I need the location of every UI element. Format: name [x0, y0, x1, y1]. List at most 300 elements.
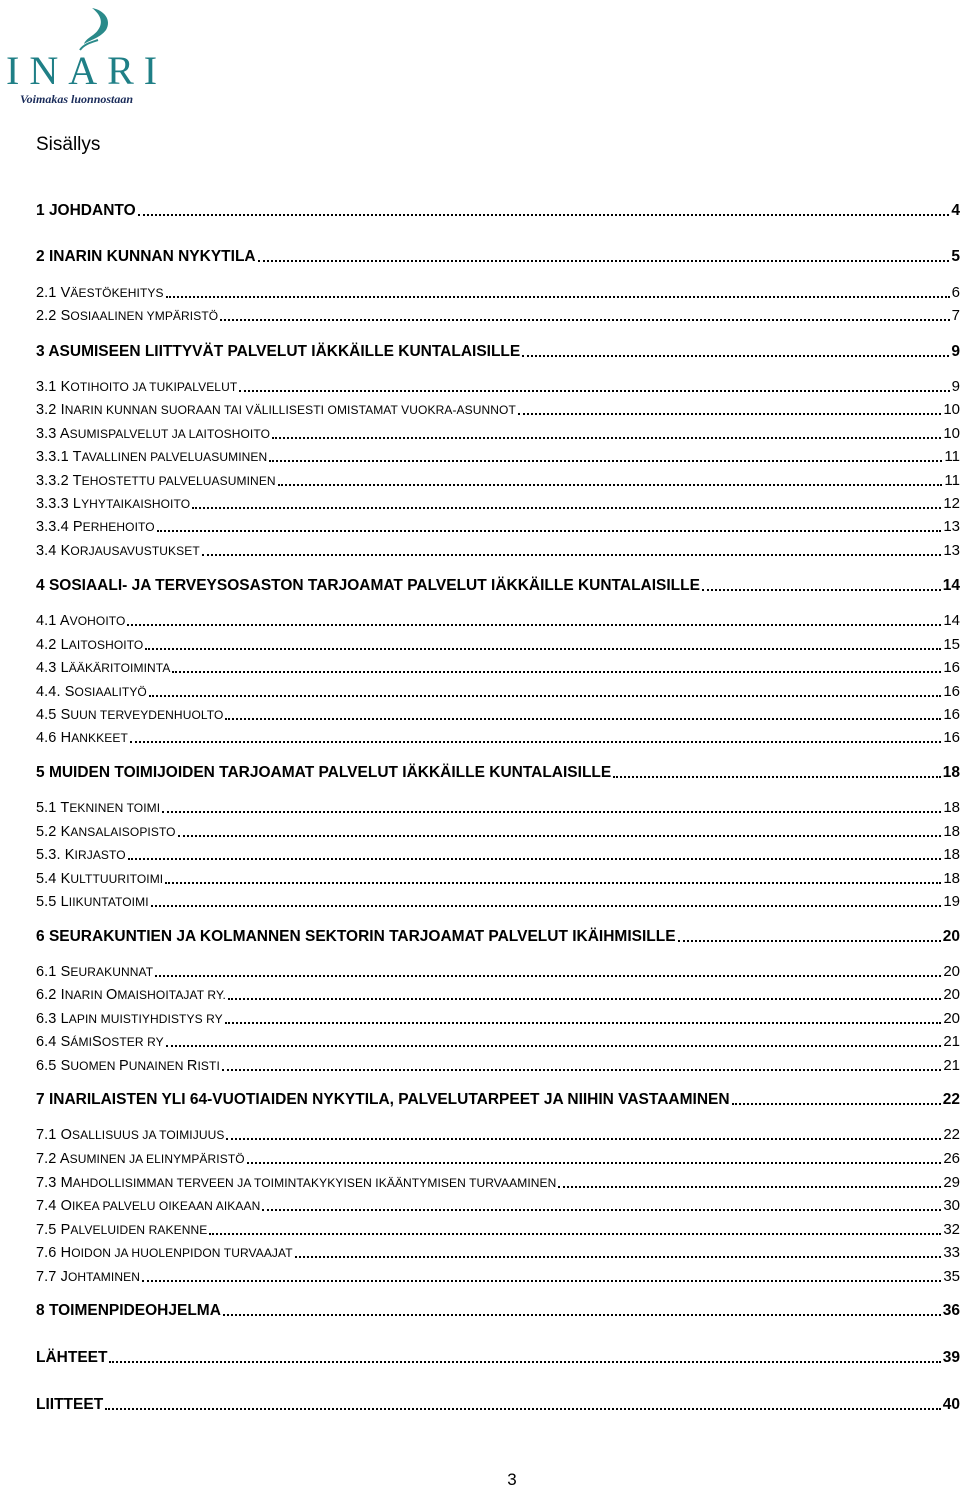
page-number: 3: [507, 1470, 517, 1489]
toc-entry-number: 4.4.: [36, 684, 61, 700]
toc-entry-title: [36, 472, 276, 490]
toc-entry-page: 16: [943, 683, 960, 700]
toc-entry-page: 36: [942, 1302, 960, 1319]
toc-entry-page: 14: [942, 577, 960, 594]
toc-entry-initial: O: [60, 1127, 72, 1143]
toc-entry-number: 5.1: [36, 800, 57, 816]
toc-entry-smallcaps: SUMISPALVELUT JA LAITOSHOITO: [69, 427, 271, 441]
toc-entry-page: 14: [943, 612, 960, 629]
toc-entry-title: [36, 799, 160, 817]
toc-entry-initial: K: [60, 871, 71, 887]
toc-entry-page: 39: [942, 1349, 960, 1366]
toc-entry-initial: T: [72, 449, 82, 465]
dot-leader: [166, 295, 950, 298]
toc-entry[interactable]: [36, 612, 960, 630]
toc-entry[interactable]: [36, 870, 960, 888]
toc-entry-title: [36, 307, 218, 325]
dot-leader: [732, 1102, 941, 1105]
toc-entry-initial: T: [60, 800, 70, 816]
toc-entry-number: 6.2: [36, 987, 57, 1003]
toc-entry-title: [36, 823, 176, 841]
toc-entry[interactable]: [36, 577, 960, 595]
toc-entry-title: [36, 1197, 260, 1215]
toc-entry-initial: R: [186, 1058, 198, 1074]
toc-entry-number: 8: [36, 1302, 45, 1319]
toc-entry-page: 18: [943, 846, 960, 863]
toc-entry-smallcaps: NARIN: [64, 988, 107, 1002]
toc-entry-page: 22: [942, 1091, 960, 1108]
toc-entry-initial: A: [59, 426, 70, 442]
toc-entry[interactable]: [36, 1091, 960, 1109]
toc-entry-text: JOHDANTO: [48, 202, 136, 219]
toc-entry-title: [36, 870, 163, 888]
toc-entry-number: 5.3.: [36, 847, 61, 863]
toc-entry[interactable]: [36, 202, 960, 220]
toc-entry-title: [36, 683, 147, 701]
toc-entry-smallcaps: ÄÄKÄRITOIMINTA: [68, 661, 171, 675]
toc-entry-initial: P: [72, 519, 83, 535]
toc-entry-title: [36, 636, 143, 654]
toc-entry-smallcaps: VOHOITO: [69, 614, 126, 628]
dot-leader: [145, 647, 941, 650]
toc-entry-number: 4.2: [36, 637, 57, 653]
dot-leader: [225, 1021, 942, 1024]
toc-entry-page: 13: [943, 518, 960, 535]
toc-entry[interactable]: [36, 1197, 960, 1215]
dot-leader: [166, 1044, 942, 1047]
toc-entry-title: [36, 1221, 207, 1239]
toc-entry[interactable]: [36, 495, 960, 513]
toc-entry-smallcaps: ALVELUIDEN RAKENNE: [70, 1223, 208, 1237]
toc-entry-smallcaps: UUN TERVEYDENHUOLTO: [70, 708, 224, 722]
toc-entry[interactable]: [36, 846, 960, 864]
toc-entry-page: 18: [942, 764, 960, 781]
toc-entry-smallcaps: ERHEHOITO: [82, 520, 155, 534]
toc-entry-initial: K: [60, 543, 71, 559]
toc-entry-number: 4.1: [36, 613, 57, 629]
toc-entry-text: INARILAISTEN YLI 64-VUOTIAIDEN NYKYTILA, PALVELUTARPEET JA NIIHIN VASTAAMINEN: [48, 1091, 730, 1108]
toc-entry-number: 5: [36, 764, 45, 781]
logo-wordmark: INARI: [6, 48, 168, 93]
toc-entry-title: [36, 1126, 224, 1144]
toc-entry-page: 40: [942, 1396, 960, 1413]
toc-entry-text: ASUMISEEN LIITTYVÄT PALVELUT IÄKKÄILLE KUNTALAISILLE: [48, 343, 521, 360]
dot-leader: [130, 740, 941, 743]
toc-entry-page: 29: [943, 1174, 960, 1191]
toc-entry[interactable]: [36, 401, 960, 419]
toc-entry-page: 18: [943, 799, 960, 816]
toc-entry-initial: V: [60, 285, 71, 301]
toc-entry[interactable]: [36, 729, 960, 747]
toc-entry-initial: L: [60, 894, 69, 910]
toc-entry-smallcaps: AVALLINEN PALVELUASUMINEN: [81, 450, 268, 464]
toc-entry[interactable]: [36, 986, 960, 1004]
toc-entry-number: 1: [36, 202, 45, 219]
dot-leader: [172, 670, 941, 673]
toc-entry-number: 4.5: [36, 707, 57, 723]
dot-leader: [222, 1068, 941, 1071]
toc-entry-title: [36, 202, 136, 220]
toc-entry-initial: L: [60, 637, 69, 653]
toc-entry-initial: S: [60, 1058, 71, 1074]
toc-entry-number: 4.6: [36, 730, 57, 746]
toc-entry-title: [36, 729, 128, 747]
toc-entry-number: 3.3.2: [36, 473, 69, 489]
toc-entry-number: 3.3: [36, 426, 57, 442]
dot-leader: [157, 529, 942, 532]
toc-entry-smallcaps: ISTI: [197, 1059, 220, 1073]
toc-entry-smallcaps: UNAINEN: [128, 1059, 187, 1073]
dot-leader: [162, 810, 941, 813]
toc-entry-title: [36, 986, 226, 1004]
toc-entry-initial: J: [60, 1269, 68, 1285]
toc-entry[interactable]: [36, 706, 960, 724]
toc-entry-title: [36, 1091, 730, 1109]
dot-leader: [228, 997, 941, 1000]
toc-entry-smallcaps: OIDON JA HUOLENPIDON TURVAAJAT: [71, 1246, 293, 1260]
toc-entry-initial: O: [106, 987, 118, 1003]
toc-entry-page: 9: [951, 378, 960, 395]
toc-entry-number: 3: [36, 343, 45, 360]
toc-entry-smallcaps: OSIAALITYÖ: [74, 685, 147, 699]
toc-entry[interactable]: [36, 1174, 960, 1192]
toc-entry-smallcaps: APIN MUISTIYHDISTYS RY: [68, 1012, 223, 1026]
dot-leader: [262, 1208, 941, 1211]
toc-entry[interactable]: [36, 343, 960, 361]
toc-entry-number: 3.3.4: [36, 519, 69, 535]
toc-entry-number: 6.3: [36, 1011, 57, 1027]
dot-leader: [247, 1161, 942, 1164]
dot-leader: [258, 259, 950, 262]
toc-entry[interactable]: [36, 928, 960, 946]
dot-leader: [209, 1232, 941, 1235]
toc-entry-number: 3.3.3: [36, 496, 69, 512]
dot-leader: [128, 857, 942, 860]
toc-entry-page: 10: [943, 401, 960, 418]
toc-entry-page: 19: [943, 893, 960, 910]
toc-entry-initial: K: [60, 824, 71, 840]
dot-leader: [522, 354, 949, 357]
toc-entry-title: [36, 612, 125, 630]
toc-entry-initial: I: [60, 987, 65, 1003]
toc-entry-title: [36, 343, 520, 361]
toc-entry[interactable]: [36, 893, 960, 911]
toc-entry-initial: P: [119, 1058, 129, 1074]
toc-entry-page: 35: [943, 1268, 960, 1285]
toc-entry-number: 3.1: [36, 379, 57, 395]
toc-entry-number: 7.2: [36, 1151, 57, 1167]
dot-leader: [269, 459, 942, 462]
toc-entry-number: 3.2: [36, 402, 57, 418]
toc-entry-text: SOSIAALI- JA TERVEYSOSASTON TARJOAMAT PALVELUT IÄKKÄILLE KUNTALAISILLE: [48, 577, 700, 594]
toc-entry[interactable]: [36, 248, 960, 266]
toc-entry-title: [36, 1268, 140, 1286]
toc-entry-page: 7: [951, 307, 960, 324]
toc-entry-page: 22: [943, 1126, 960, 1143]
toc-entry[interactable]: [36, 1221, 960, 1239]
toc-heading: Sisällys: [36, 134, 101, 155]
toc-entry-smallcaps: MAISHOITAJAT RY.: [117, 988, 226, 1002]
toc-entry-title: [36, 1349, 107, 1367]
toc-entry-smallcaps: UOMEN: [70, 1059, 119, 1073]
toc-entry-number: 4.3: [36, 660, 57, 676]
toc-entry-title: [36, 542, 200, 560]
toc-entry-page: 26: [943, 1150, 960, 1167]
toc-entry[interactable]: [36, 1126, 960, 1144]
toc-entry-page: 32: [943, 1221, 960, 1238]
toc-entry-smallcaps: OHTAMINEN: [67, 1270, 140, 1284]
toc-entry-number: 3.4: [36, 543, 57, 559]
toc-entry-title: [36, 1302, 221, 1320]
toc-entry-smallcaps: EURAKUNNAT: [70, 965, 154, 979]
dot-leader: [239, 389, 949, 392]
toc-entry-smallcaps: EKNINEN TOIMI: [69, 801, 161, 815]
toc-entry-text: TOIMENPIDEOHJELMA: [48, 1302, 221, 1319]
toc-entry-page: 16: [943, 659, 960, 676]
toc-entry-number: 5.4: [36, 871, 57, 887]
toc-entry[interactable]: [36, 284, 960, 302]
toc-entry-page: 5: [951, 248, 960, 265]
toc-entry-title: [36, 963, 153, 981]
toc-entry-page: 4: [951, 202, 960, 219]
toc-entry[interactable]: [36, 1302, 960, 1320]
toc-entry-page: 16: [943, 729, 960, 746]
toc-entry-number: 6: [36, 928, 45, 945]
dot-leader: [278, 483, 943, 486]
toc-entry-title: [36, 378, 237, 396]
toc-entry-page: 18: [943, 823, 960, 840]
toc-entry-title: [36, 1033, 164, 1051]
toc-entry-initial: A: [59, 1151, 70, 1167]
toc-entry-page: 15: [943, 636, 960, 653]
toc-entry[interactable]: [36, 1057, 960, 1075]
toc-entry[interactable]: [36, 378, 960, 396]
toc-entry-initial: S: [60, 964, 71, 980]
toc-entry-page: 20: [943, 1010, 960, 1027]
dot-leader: [558, 1185, 941, 1188]
dot-leader: [678, 939, 941, 942]
toc-entry-smallcaps: IRJASTO: [74, 848, 126, 862]
toc-entry-number: 7.5: [36, 1222, 57, 1238]
toc-entry[interactable]: [36, 1244, 960, 1262]
toc-entry-initial: I: [60, 402, 65, 418]
toc-entry-smallcaps: SALLISUUS JA TOIMIJUUS: [72, 1128, 225, 1142]
toc-entry-page: 20: [943, 986, 960, 1003]
toc-entry-title: [36, 893, 149, 911]
toc-entry-initial: K: [64, 847, 75, 863]
toc-entry-title: [36, 1174, 556, 1192]
dot-leader: [127, 623, 941, 626]
toc-entry-page: 21: [943, 1057, 960, 1074]
toc-entry-page: 13: [943, 542, 960, 559]
toc-entry-title: [36, 577, 700, 595]
toc-entry-text: LIITTEET: [36, 1396, 104, 1413]
toc-entry-text: MUIDEN TOIMIJOIDEN TARJOAMAT PALVELUT IÄKKÄILLE KUNTALAISILLE: [48, 764, 612, 781]
toc-entry-number: 2: [36, 248, 45, 265]
toc-entry-title: [36, 401, 516, 419]
toc-entry-page: 12: [943, 495, 960, 512]
toc-entry-smallcaps: ORJAUSAVUSTUKSET: [70, 544, 200, 558]
toc-entry-number: 6.5: [36, 1058, 57, 1074]
dot-leader: [105, 1407, 941, 1410]
toc-entry-smallcaps: IIKUNTATOIMI: [68, 895, 149, 909]
toc-entry-initial: S: [60, 707, 71, 723]
toc-entry-smallcaps: EHOSTETTU PALVELUASUMINEN: [81, 474, 276, 488]
toc-entry-smallcaps: IKEA PALVELU OIKEAAN AIKAAN: [72, 1199, 261, 1213]
toc-entry-smallcaps: ÁMI: [70, 1035, 93, 1049]
toc-entry-smallcaps: ÄESTÖKEHITYS: [70, 286, 164, 300]
toc-entry-page: 9: [951, 343, 960, 360]
toc-entry[interactable]: [36, 1349, 960, 1367]
toc-entry-initial: T: [72, 473, 82, 489]
dot-leader: [223, 1313, 941, 1316]
dot-leader: [518, 412, 941, 415]
table-of-contents: [36, 0, 960, 1488]
toc-entry-number: 7.6: [36, 1245, 57, 1261]
toc-entry-smallcaps: ANKKEET: [71, 731, 128, 745]
toc-entry-initial: S: [60, 1034, 71, 1050]
toc-entry[interactable]: [36, 764, 960, 782]
toc-entry-text: SEURAKUNTIEN JA KOLMANNEN SEKTORIN TARJOAMAT PALVELUT IKÄIHMISILLE: [48, 928, 676, 945]
dot-leader: [178, 834, 942, 837]
toc-entry[interactable]: [36, 425, 960, 443]
toc-entry-title: [36, 1396, 103, 1414]
toc-entry[interactable]: [36, 1150, 960, 1168]
dot-leader: [226, 1137, 941, 1140]
dot-leader: [165, 881, 941, 884]
toc-entry-initial: H: [60, 1245, 72, 1261]
toc-entry[interactable]: [36, 1268, 960, 1286]
dot-leader: [149, 694, 941, 697]
toc-entry-page: 33: [943, 1244, 960, 1261]
toc-entry-number: 7.7: [36, 1269, 57, 1285]
toc-entry-title: [36, 495, 190, 513]
toc-entry-initial: O: [60, 1198, 72, 1214]
toc-entry[interactable]: [36, 1010, 960, 1028]
dot-leader: [225, 717, 941, 720]
toc-entry-title: [36, 1150, 245, 1168]
dot-leader: [155, 974, 941, 977]
toc-entry-number: 7.1: [36, 1127, 57, 1143]
dot-leader: [109, 1360, 940, 1363]
toc-entry-number: 4: [36, 577, 45, 594]
toc-entry-number: 7.3: [36, 1175, 57, 1191]
toc-entry-smallcaps: AHDOLLISIMMAN TERVEEN JA TOIMINTAKYKYISEN IKÄÄNTYMISEN TURVAAMINEN: [72, 1176, 557, 1190]
toc-entry-title: [36, 448, 267, 466]
toc-entry-number: 6.4: [36, 1034, 57, 1050]
toc-entry-initial: L: [72, 496, 82, 512]
dot-leader: [702, 588, 941, 591]
toc-entry-title: [36, 1244, 293, 1262]
dot-leader: [151, 904, 942, 907]
toc-entry-number: 3.3.1: [36, 449, 69, 465]
dot-leader: [295, 1255, 942, 1258]
toc-entry-title: [36, 659, 170, 677]
toc-entry-initial: S: [60, 308, 71, 324]
toc-entry-title: [36, 764, 611, 782]
toc-entry[interactable]: [36, 472, 960, 490]
toc-entry[interactable]: [36, 448, 960, 466]
toc-entry-initial: P: [60, 1222, 71, 1238]
dot-leader: [138, 213, 950, 216]
dot-leader: [613, 775, 941, 778]
toc-entry-initial: S: [64, 684, 75, 700]
toc-entry-page: 11: [944, 472, 960, 489]
toc-entry-page: 6: [951, 284, 960, 301]
toc-entry-initial: A: [59, 613, 70, 629]
toc-entry[interactable]: [36, 542, 960, 560]
toc-entry-initial: S: [92, 1034, 102, 1050]
toc-entry[interactable]: [36, 659, 960, 677]
toc-entry-page: 11: [944, 448, 960, 465]
toc-entry-title: [36, 425, 270, 443]
toc-entry-text: INARIN KUNNAN NYKYTILA: [48, 248, 256, 265]
toc-entry-smallcaps: AITOSHOITO: [68, 638, 144, 652]
toc-entry-smallcaps: OSTER RY: [101, 1035, 164, 1049]
toc-entry[interactable]: [36, 1033, 960, 1051]
toc-entry-initial: H: [60, 730, 72, 746]
toc-entry[interactable]: [36, 307, 960, 325]
toc-entry-title: [36, 248, 256, 266]
dot-leader: [272, 436, 941, 439]
toc-entry-title: [36, 284, 164, 302]
dot-leader: [202, 553, 942, 556]
toc-entry-smallcaps: NARIN KUNNAN SUORAAN TAI VÄLILLISESTI OMISTAMAT VUOKRA-ASUNNOT: [64, 403, 516, 417]
toc-entry-smallcaps: OSIAALINEN YMPÄRISTÖ: [70, 309, 219, 323]
toc-entry-smallcaps: YHYTAIKAISHOITO: [81, 497, 191, 511]
toc-entry-page: 18: [943, 870, 960, 887]
toc-entry[interactable]: [36, 1396, 960, 1414]
toc-entry-number: 2.1: [36, 285, 57, 301]
toc-entry-title: [36, 518, 155, 536]
toc-entry-number: 2.2: [36, 308, 57, 324]
toc-entry-title: [36, 846, 126, 864]
toc-entry-number: 7: [36, 1091, 45, 1108]
toc-entry-page: 30: [943, 1197, 960, 1214]
toc-entry-smallcaps: ANSALAISOPISTO: [70, 825, 176, 839]
toc-entry-page: 21: [943, 1033, 960, 1050]
toc-entry-initial: M: [60, 1175, 73, 1191]
toc-entry-smallcaps: SUMINEN JA ELINYMPÄRISTÖ: [69, 1152, 245, 1166]
toc-entry[interactable]: [36, 636, 960, 654]
toc-entry[interactable]: [36, 518, 960, 536]
toc-entry-title: [36, 1010, 223, 1028]
toc-entry-page: 20: [943, 963, 960, 980]
toc-entry[interactable]: [36, 683, 960, 701]
dot-leader: [220, 318, 949, 321]
toc-entry-initial: L: [60, 1011, 69, 1027]
toc-entry-number: 7.4: [36, 1198, 57, 1214]
logo-slogan: Voimakas luonnostaan: [20, 92, 134, 106]
toc-entry-smallcaps: ULTTUURITOIMI: [70, 872, 164, 886]
toc-entry-title: [36, 706, 223, 724]
toc-entry[interactable]: [36, 823, 960, 841]
toc-entry[interactable]: [36, 963, 960, 981]
toc-entry-initial: K: [60, 379, 71, 395]
toc-entry-number: 5.5: [36, 894, 57, 910]
toc-entry-number: 6.1: [36, 964, 57, 980]
toc-entry-smallcaps: OTIHOITO JA TUKIPALVELUT: [70, 380, 238, 394]
toc-entry-page: 20: [942, 928, 960, 945]
toc-entry-page: 10: [943, 425, 960, 442]
toc-entry-title: [36, 1057, 220, 1075]
dot-leader: [142, 1279, 941, 1282]
dot-leader: [192, 506, 941, 509]
toc-entry-initial: L: [60, 660, 69, 676]
toc-entry[interactable]: [36, 799, 960, 817]
toc-entry-text: LÄHTEET: [36, 1349, 108, 1366]
toc-entry-title: [36, 928, 676, 946]
